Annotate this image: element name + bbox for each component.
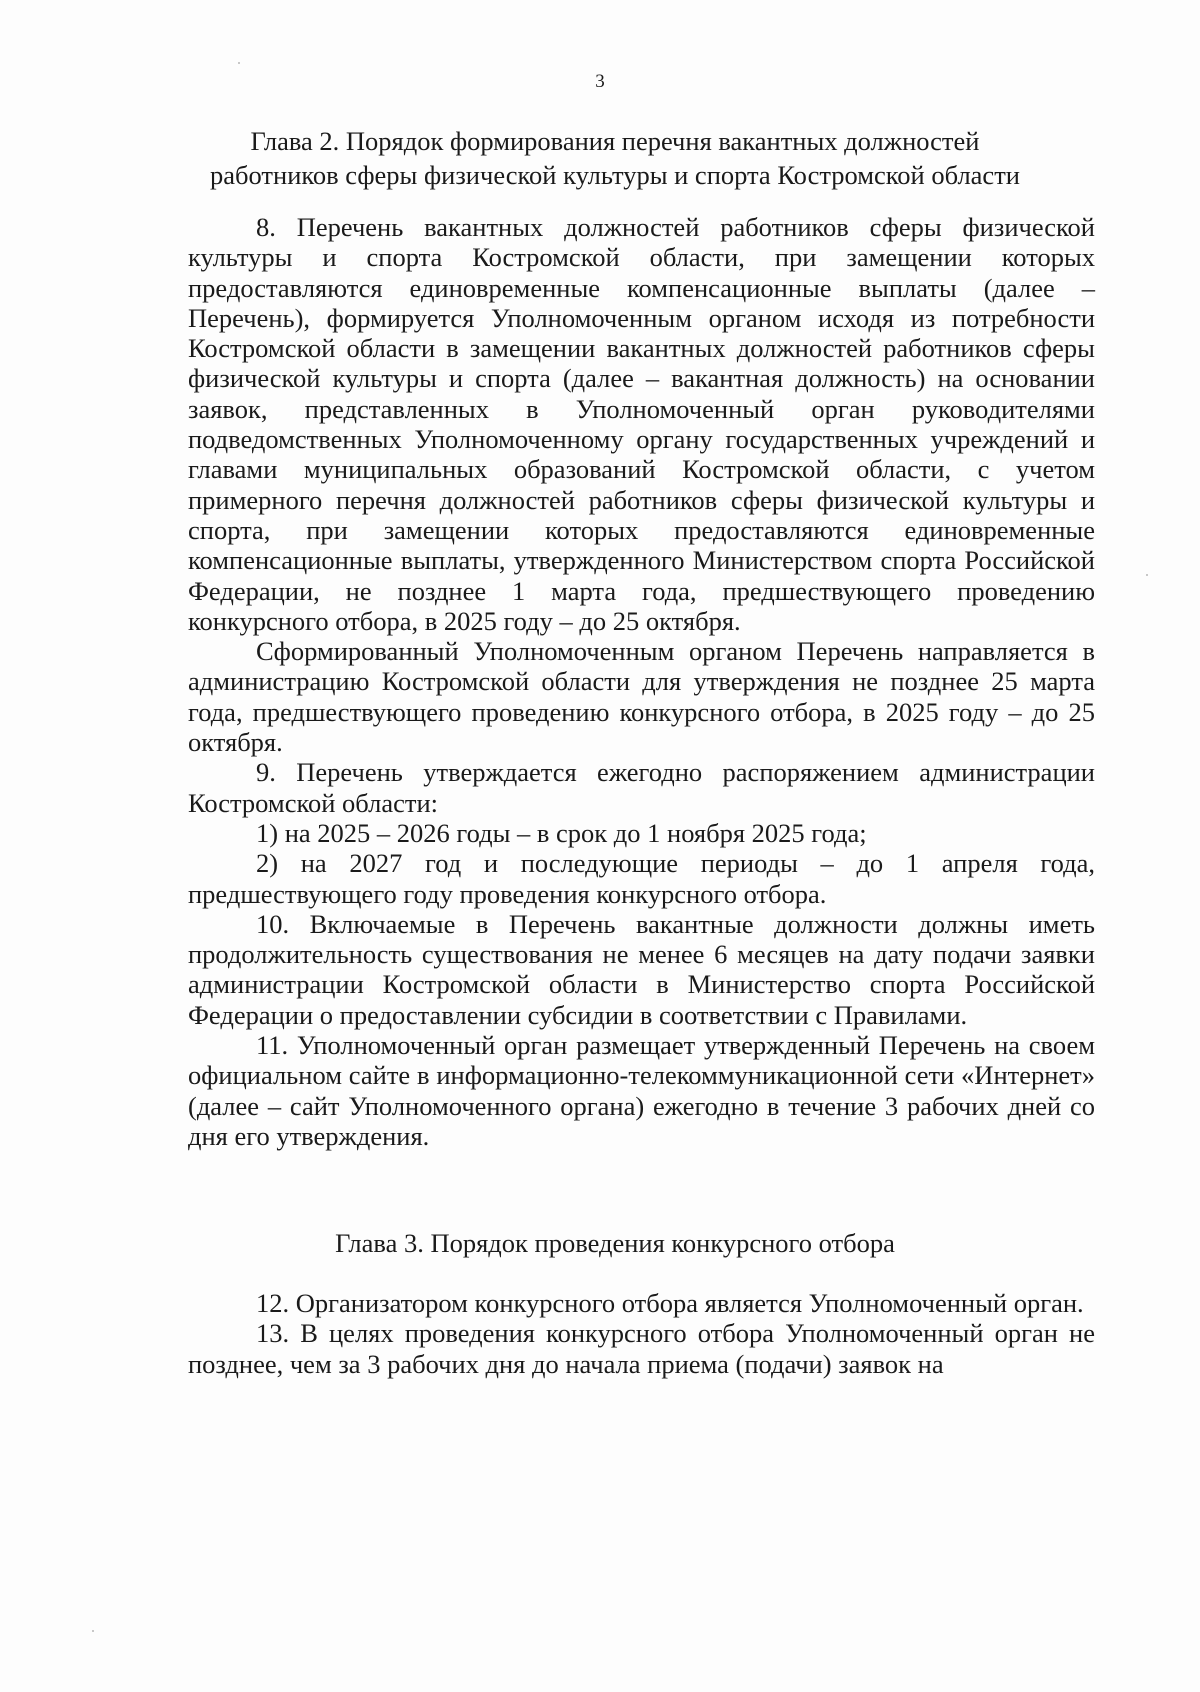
- paragraph-12: 12. Организатором конкурсного отбора является Уполномоченный орган.: [256, 1288, 1084, 1318]
- paragraph-9-item-2: 2) на 2027 год и последующие периоды – до 1 апреля года, предшествующего году проведения конкурсного отбора.: [188, 848, 1095, 909]
- paragraph-8-continued: Сформированный Уполномоченным органом Перечень направляется в администрацию Костромской области для утверждения не позднее 25 марта года, предшествующего проведению конкурсного отбора, в 2025 году – до 25 октября.: [188, 636, 1095, 758]
- page-number: 3: [595, 71, 605, 92]
- scan-speck: [1146, 574, 1148, 576]
- chapter-3-heading: [150, 1226, 1080, 1260]
- chapter-2-heading-line-2: работников сферы физической культуры и спорта Костромской области: [210, 160, 1020, 190]
- paragraph-9: 9. Перечень утверждается ежегодно распоряжением администрации Костромской области:: [188, 757, 1095, 818]
- chapter-3-body: [188, 1288, 1095, 1379]
- paragraph-11: 11. Уполномоченный орган размещает утвержденный Перечень на своем официальном сайте в информационно-телекоммуникационной сети «Интернет» (далее – сайт Уполномоченного органа) ежегодно в течение 3 рабочих дней со дня его утверждения.: [188, 1030, 1095, 1151]
- chapter-2-heading-line-1: Глава 2. Порядок формирования перечня вакантных должностей: [250, 126, 980, 156]
- paragraph-10: 10. Включаемые в Перечень вакантные должности должны иметь продолжительность существования не менее 6 месяцев на дату подачи заявки администрации Костромской области в Министерство спорта Российской Федерации о предоставлении субсидии в соответствии с Правилами.: [188, 908, 1095, 1030]
- paragraph-13: 13. В целях проведения конкурсного отбора Уполномоченный орган не позднее, чем за 3 рабочих дня до начала приема (подачи) заявок на: [188, 1318, 1095, 1379]
- chapter-3-heading-line-1: Глава 3. Порядок проведения конкурсного отбора: [335, 1228, 895, 1258]
- chapter-2-body: [188, 212, 1095, 1151]
- scan-speck: [238, 62, 240, 64]
- chapter-2-heading: [150, 124, 1080, 192]
- scan-speck: [92, 1630, 94, 1632]
- paragraph-8: 8. Перечень вакантных должностей работников сферы физической культуры и спорта Костромской области, при замещении которых предоставляются единовременные компенсационные выплаты (далее – Перечень), формируется Уполномоченным органом исходя из потребности Костромской области в замещении вакантных должностей работников сферы физической культуры и спорта (далее – вакантная должность) на основании заявок, представленных в Уполномоченный орган руководителями подведомственных Уполномоченному органу государственных учреждений и главами муниципальных образований Костромской области, с учетом примерного перечня должностей работников сферы физической культуры и спорта, при замещении которых предоставляются единовременные компенсационные выплаты, утвержденного Министерством спорта Российской Федерации, не позднее 1 марта года, предшествующего проведению конкурсного отбора, в 2025 году – до 25 октября.: [188, 212, 1095, 636]
- paragraph-9-item-1: 1) на 2025 – 2026 годы – в срок до 1 ноября 2025 года;: [256, 817, 867, 848]
